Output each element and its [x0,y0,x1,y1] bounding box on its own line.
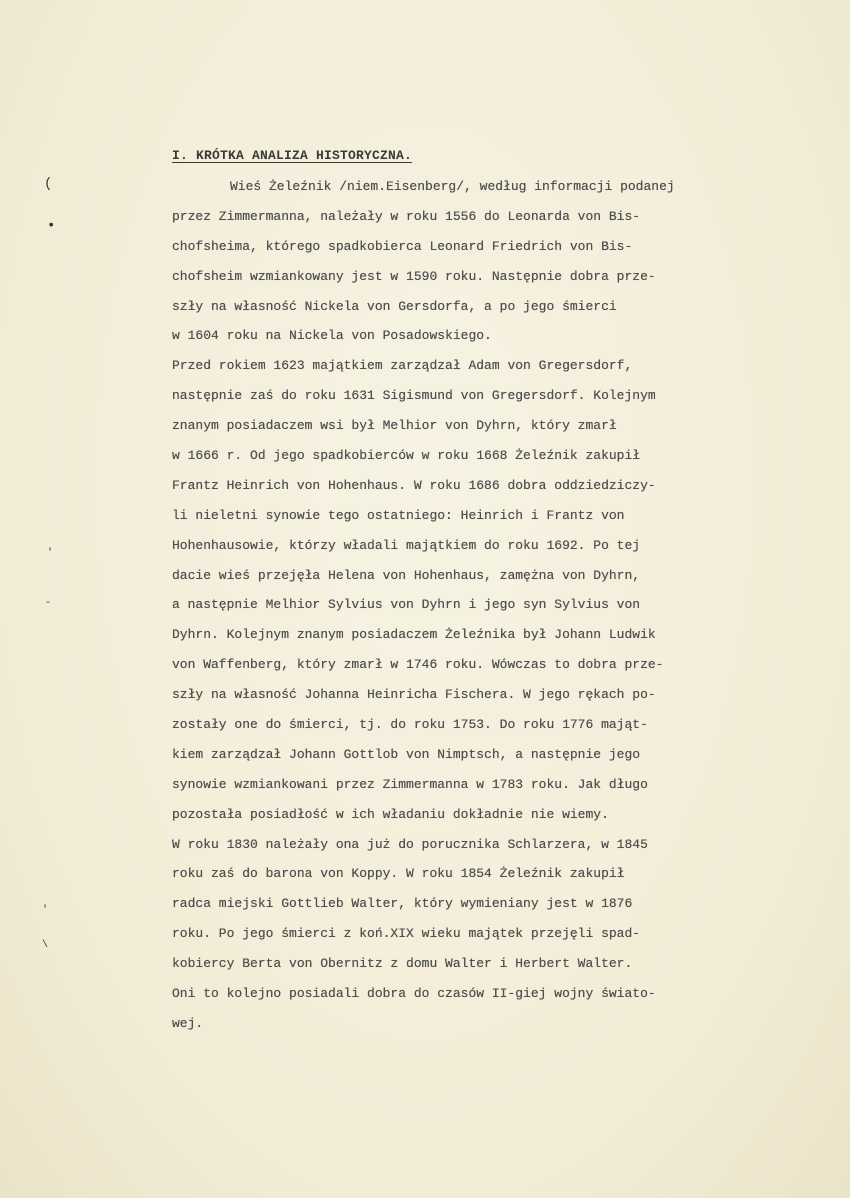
text-line: roku. Po jego śmierci z koń.XIX wieku majątek przejęli spad- [172,926,641,942]
text-line: zostały one do śmierci, tj. do roku 1753. Do roku 1776 mająt- [172,717,648,733]
text-line: radca miejski Gottlieb Walter, który wymieniany jest w 1876 [172,896,633,912]
section-heading: I. KRÓTKA ANALIZA HISTORYCZNA. [172,148,413,163]
body-text [172,172,675,1039]
margin-mark: ( [44,176,53,192]
text-line: znanym posiadaczem wsi był Melhior von Dyhrn, który zmarł [172,418,617,434]
text-line: roku zaś do barona von Koppy. W roku 1854 Żeleźnik zakupił [172,866,625,882]
text-line: kobiercy Berta von Obernitz z domu Walter i Herbert Walter. [172,956,633,972]
text-line: Hohenhausowie, którzy władali majątkiem do roku 1692. Po tej [172,537,641,553]
text-line: li nieletni synowie tego ostatniego: Heinrich i Frantz von [172,507,625,523]
text-line: a następnie Melhior Sylvius von Dyhrn i jego syn Sylvius von [172,597,641,613]
text-line: W roku 1830 należały ona już do porucznika Schlarzera, w 1845 [172,836,648,852]
margin-mark: ' [47,548,54,559]
text-line: Wieś Żeleźnik /niem.Eisenberg/, według informacji podanej [230,179,675,194]
text-line: Frantz Heinrich von Hohenhaus. W roku 1686 dobra oddziedziczy- [172,477,656,493]
text-line: von Waffenberg, który zmarł w 1746 roku. Wówczas to dobra prze- [172,657,664,673]
margin-mark: ' [42,905,49,916]
text-line: Przed rokiem 1623 majątkiem zarządzał Adam von Gregersdorf, [172,358,633,374]
margin-mark: - [45,598,52,609]
text-line: przez Zimmermanna, należały w roku 1556 do Leonarda von Bis- [172,208,641,224]
text-line: w 1604 roku na Nickela von Posadowskiego. [172,328,492,344]
margin-mark: • [47,218,56,234]
text-line: pozostała posiadłość w ich władaniu dokładnie nie wiemy. [172,806,609,822]
text-line: chofsheima, którego spadkobierca Leonard Friedrich von Bis- [172,238,633,254]
text-line: Oni to kolejno posiadali dobra do czasów II-giej wojny świato- [172,986,656,1002]
text-line: następnie zaś do roku 1631 Sigismund von Gregersdorf. Kolejnym [172,388,656,404]
text-line: kiem zarządzał Johann Gottlob von Nimptsch, a następnie jego [172,746,641,762]
text-line: synowie wzmiankowani przez Zimmermanna w 1783 roku. Jak długo [172,776,648,792]
margin-mark: \ [42,940,49,951]
text-line: szły na własność Johanna Heinricha Fischera. W jego rękach po- [172,687,656,703]
text-line: Dyhrn. Kolejnym znanym posiadaczem Żeleźnika był Johann Ludwik [172,627,656,643]
text-line: w 1666 r. Od jego spadkobierców w roku 1668 Żeleźnik zakupił [172,448,641,464]
text-line: wej. [172,1015,204,1031]
text-line: chofsheim wzmiankowany jest w 1590 roku. Następnie dobra prze- [172,268,656,284]
text-line: szły na własność Nickela von Gersdorfa, a po jego śmierci [172,298,617,314]
text-line: dacie wieś przejęła Helena von Hohenhaus, zamężna von Dyhrn, [172,567,641,583]
